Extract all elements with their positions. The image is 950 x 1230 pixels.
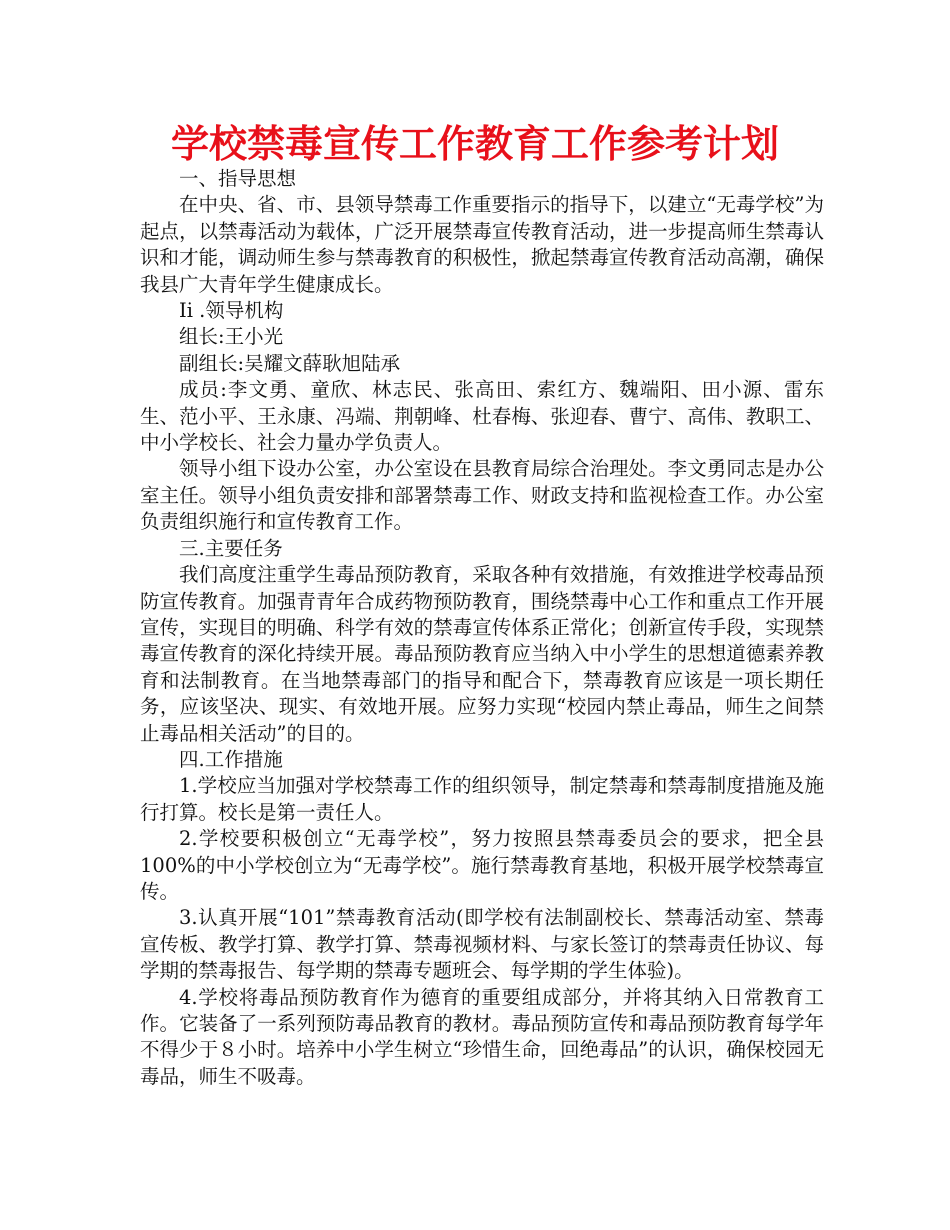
section-heading-leadership: Ii .领导机构 [179,299,284,323]
section-heading-guiding-ideology: 一、指导思想 [179,167,297,190]
paragraph-measure-2: 2.学校要积极创立“无毒学校”，努力按照县禁毒委员会的要求，把全县100%的中小学校创立为“无毒学校”。施行禁毒教育基地，积极开展学校禁毒宣传。 [140,827,824,903]
paragraph-measure-4: 4.学校将毒品预防教育作为德育的重要组成部分，并将其纳入日常教育工作。它装备了一系列预防毒品教育的教材。毒品预防宣传和毒品预防教育每学年不得少于８小时。培养中小学生树立“珍惜生命，回绝毒品”的认识，确保校园无毒品，师生不吸毒。 [140,985,824,1088]
paragraph-members: 成员:李文勇、童欣、林志民、张高田、索红方、魏端阳、田小源、雷东生、范小平、王永康、冯端、荆朝峰、杜春梅、张迎春、曹宁、高伟、教职工、中小学校长、社会力量办学负责人。 [140,378,824,455]
paragraph-deputy-leader: 副组长:吴耀文薛耿旭陆承 [179,351,401,375]
paragraph-leader: 组长:王小光 [179,325,284,349]
paragraph-guiding-ideology: 在中央、省、市、县领导禁毒工作重要指示的指导下，以建立“无毒学校”为起点，以禁毒活动为载体，广泛开展禁毒宣传教育活动，进一步提高师生禁毒认识和才能，调动师生参与禁毒教育的积极性，掀起禁毒宣传教育活动高潮，确保我县广大青年学生健康成长。 [140,193,824,296]
section-heading-main-tasks: 三.主要任务 [179,536,283,560]
section-heading-measures: 四.工作措施 [179,747,283,771]
document-title: 学校禁毒宣传工作教育工作参考计划 [170,122,779,166]
paragraph-measure-3: 3.认真开展“101”禁毒教育活动(即学校有法制副校长、禁毒活动室、禁毒宣传板、教学打算、教学打算、禁毒视频材料、与家长签订的禁毒责任协议、每学期的禁毒报告、每学期的禁毒专题班会、每学期的学生体验)。 [140,906,824,983]
paragraph-office: 领导小组下设办公室，办公室设在县教育局综合治理处。李文勇同志是办公室主任。领导小组负责安排和部署禁毒工作、财政支持和监视检查工作。办公室负责组织施行和宣传教育工作。 [140,457,824,534]
paragraph-measure-1: 1.学校应当加强对学校禁毒工作的组织领导，制定禁毒和禁毒制度措施及施行打算。校长是第一责任人。 [140,774,824,824]
document-body [140,166,824,1090]
paragraph-main-tasks: 我们高度注重学生毒品预防教育，采取各种有效措施，有效推进学校毒品预防宣传教育。加强青青年合成药物预防教育，围绕禁毒中心工作和重点工作开展宣传，实现目的明确、科学有效的禁毒宣传体系正常化；创新宣传手段，实现禁毒宣传教育的深化持续开展。毒品预防教育应当纳入中小学生的思想道德素养教育和法制教育。在当地禁毒部门的指导和配合下，禁毒教育应该是一项长期任务，应该坚决、现实、有效地开展。应努力实现“校园内禁止毒品，师生之间禁止毒品相关活动”的目的。 [140,563,824,745]
